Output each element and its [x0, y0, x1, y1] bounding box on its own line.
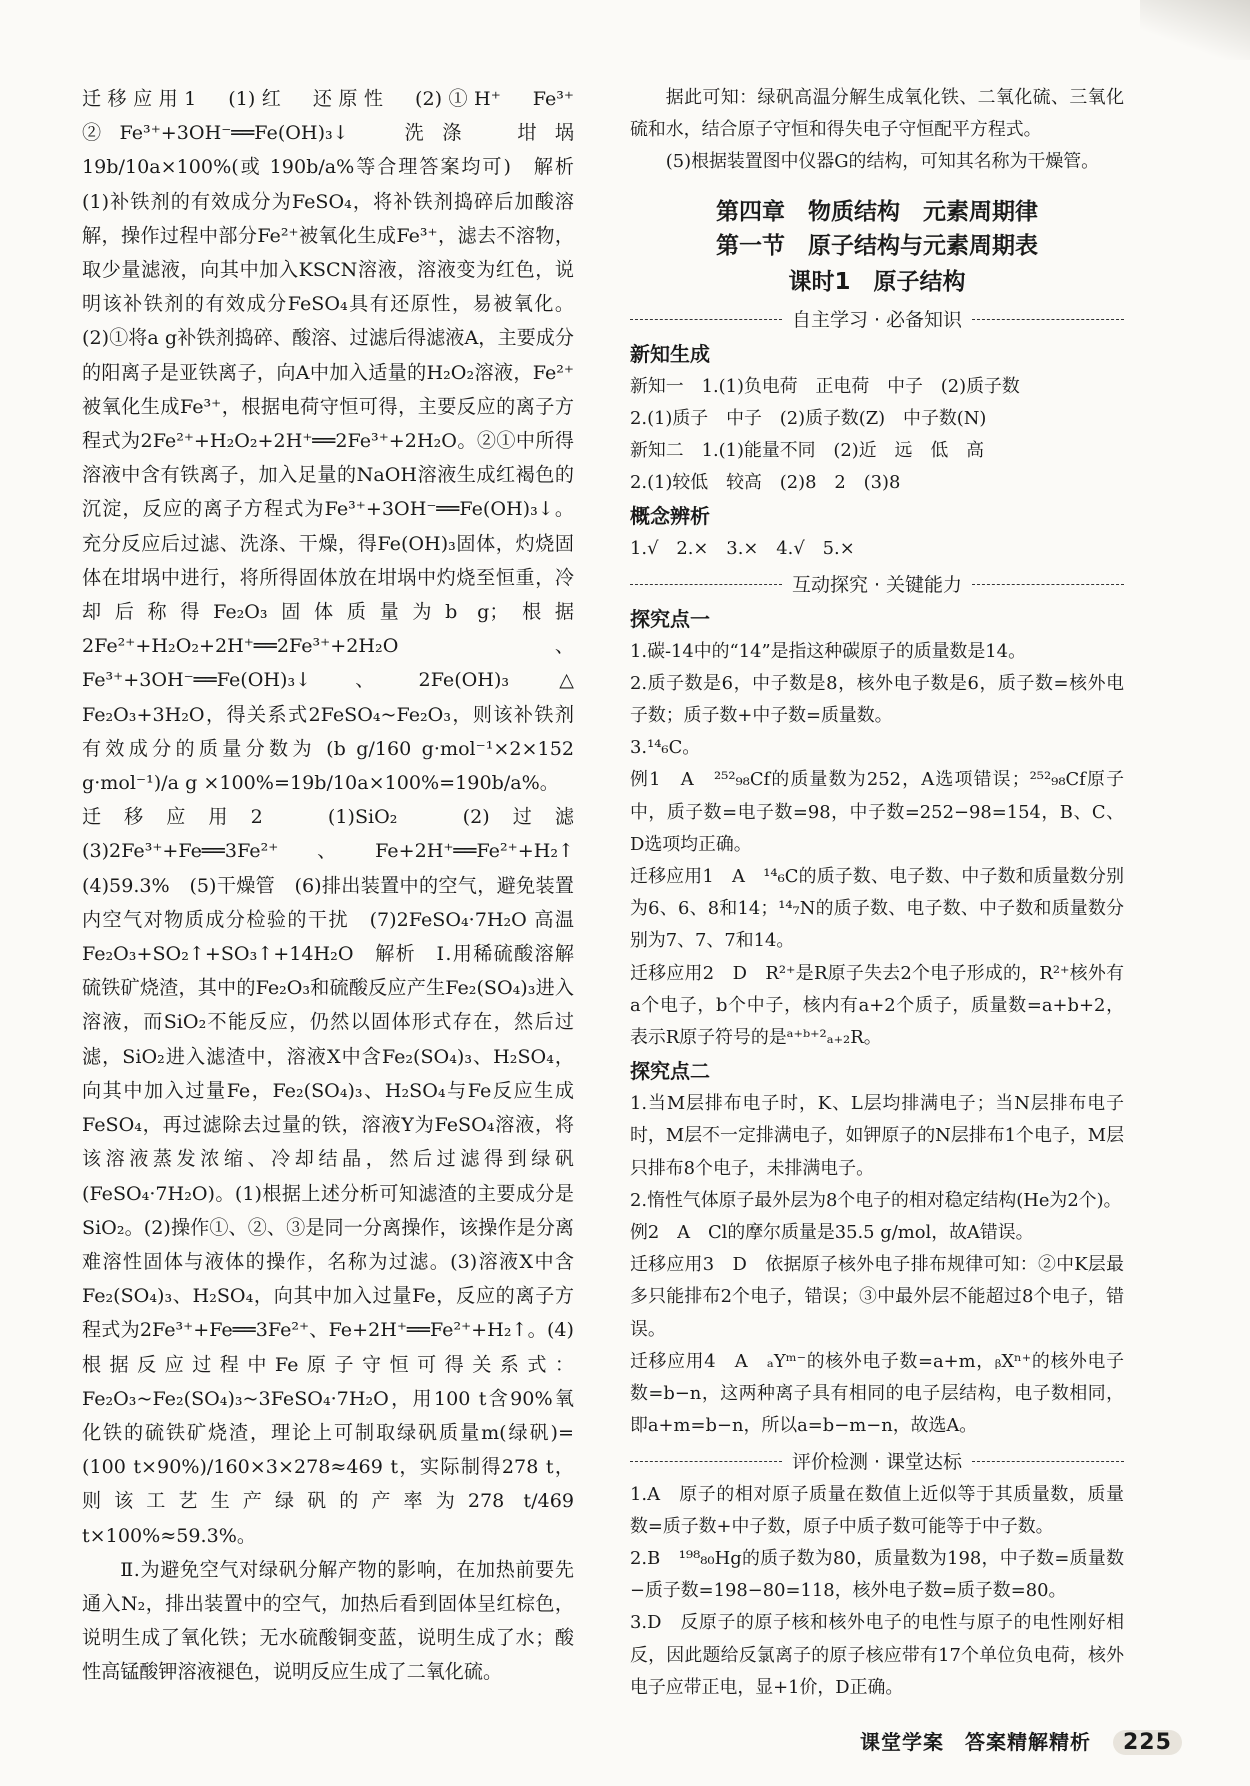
dash-right	[972, 1461, 1124, 1462]
banner-assessment	[630, 1447, 1124, 1477]
p2-line-6: 迁移应用2 D R²⁺是R原子失去2个电子形成的，R²⁺核外有a个电子，b个中子，核内有a+2个质子，质量数=a+b+2，表示R原子符号的是ᵃ⁺ᵇ⁺²ₐ₊₂R。	[630, 962, 1124, 1049]
subheading-concept-check: 概念辨析	[630, 504, 710, 529]
banner-interactive	[630, 570, 1124, 600]
banner-self-study	[630, 305, 1124, 335]
p2-line-3: 3.¹⁴₆C。	[630, 737, 701, 759]
subheading-new-knowledge: 新知生成	[630, 341, 710, 366]
banner-label: 自主学习 · 必备知识	[791, 308, 963, 331]
p1-line-3: 新知二 1.(1)能量不同 (2)近 远 低 高	[630, 440, 985, 462]
p1-line-2: 2.(1)质子 中子 (2)质子数(Z) 中子数(N)	[630, 407, 987, 429]
p3-line-3: 3.D 反原子的原子核和核外电子的电性与原子的电性刚好相反，因此题给反氯离子的原子核应带有17个单位负电荷，核外电子应带正电，显+1价，D正确。	[630, 1612, 1124, 1698]
p3-line-1: 1.A 原子的相对原子质量在数值上近似等于其质量数，质量数=质子数+中子数，原子中质子数可能等于中子数。	[630, 1483, 1124, 1537]
dash-left	[630, 1461, 782, 1462]
p2-line-9: 例2 A Cl的摩尔质量是35.5 g/mol，故A错误。	[630, 1222, 1034, 1244]
continuation-para-1: 据此可知：绿矾高温分解生成氧化铁、二氧化硫、三氧化硫和水，结合原子守恒和得失电子守恒配平方程式。	[630, 87, 1124, 141]
dash-left	[630, 319, 782, 320]
p2-line-8: 2.惰性气体原子最外层为8个电子的相对稳定结构(He为2个)。	[630, 1189, 1122, 1211]
p2-line-4: 例1 A ²⁵²₉₈Cf的质量数为252，A选项错误；²⁵²₉₈Cf原子中，质子数=电子数=98，中子数=252−98=154，B、C、D选项均正确。	[630, 769, 1124, 855]
banner-label: 评价检测 · 课堂达标	[791, 1450, 963, 1473]
p2-line-2: 2.质子数是6，中子数是8，核外电子数是6，质子数=核外电子数；质子数+中子数=质量数。	[630, 672, 1124, 727]
chapter-title: 第四章 物质结构 元素周期律	[716, 198, 1038, 225]
page-number: 225	[1113, 1730, 1182, 1755]
lesson-title: 课时1 原子结构	[788, 268, 966, 295]
p2-line-7: 1.当M层排布电子时，K、L层均排满电子；当N层排布电子时，M层不一定排满电子，如钾原子的N层排布1个电子，M层只排布8个电子，未排满电子。	[630, 1093, 1124, 1179]
p2-line-11: 迁移应用4 A ₐYᵐ⁻的核外电子数=a+m，ᵦXⁿ⁺的核外电子数=b−n，这两种离子具有相同的电子层结构，电子数相同，即a+m=b−n，所以a=b−m−n，故选A。	[630, 1350, 1124, 1437]
page-footer	[860, 1726, 1182, 1755]
dash-right	[972, 584, 1124, 585]
p2-line-1: 1.碳-14中的“14”是指这种碳原子的质量数是14。	[630, 640, 1026, 662]
continuation-para-2: (5)根据装置图中仪器G的结构，可知其名称为干燥管。	[665, 151, 1100, 173]
answer-block-2: 迁移应用2 (1)SiO₂ (2)过滤 (3)2Fe³⁺+Fe══3Fe²⁺、Fe+2H⁺══Fe²⁺+H₂↑ (4)59.3% (5)干燥管 (6)排出装置中的空气，避免装置内空气对物质成分检验的干扰 (7)2FeSO₄·7H₂O 高温 Fe₂O₃+SO₂↑+SO₃↑+14H₂O 解析 Ⅰ.用稀硫酸溶解硫铁矿烧渣，其中的Fe₂O₃和硫酸反应产生Fe₂(SO₄)₃进入溶液，而SiO₂不能反应，仍然以固体形式存在，然后过滤，SiO₂进入滤渣中，溶液X中含Fe₂(SO₄)₃、H₂SO₄，向其中加入过量Fe，Fe₂(SO₄)₃、H₂SO₄与Fe反应生成FeSO₄，再过滤除去过量的铁，溶液Y为FeSO₄溶液，将该溶液蒸发浓缩、冷却结晶，然后过滤得到绿矾(FeSO₄·7H₂O)。(1)根据上述分析可知滤渣的主要成分是SiO₂。(2)操作①、②、③是同一分离操作，该操作是分离难溶性固体与液体的操作，名称为过滤。(3)溶液X中含Fe₂(SO₄)₃、H₂SO₄，向其中加入过量Fe，反应的离子方程式为2Fe³⁺+Fe══3Fe²⁺、Fe+2H⁺══Fe²⁺+H₂↑。(4)根据反应过程中Fe原子守恒可得关系式：Fe₂O₃~Fe₂(SO₄)₃~3FeSO₄·7H₂O，用100 t含90%氧化铁的硫铁矿烧渣，理论上可制取绿矾质量m(绿矾)=(100 t×90%)/160×3×278≈469 t，实际制得278 t，则该工艺生产绿矾的产率为278 t/469 t×100%≈59.3%。	[82, 805, 594, 1547]
page-curl	[1140, 0, 1250, 60]
subheading-explore-2: 探究点二	[630, 1059, 710, 1084]
p3-line-2: 2.B ¹⁹⁸₈₀Hg的质子数为80，质量数为198，中子数=质量数−质子数=198−80=118，核外电子数=质子数=80。	[630, 1547, 1124, 1602]
subheading-explore-1: 探究点一	[630, 606, 710, 631]
p1-line-5: 1.√ 2.× 3.× 4.√ 5.×	[630, 538, 855, 560]
p1-line-4: 2.(1)较低 较高 (2)8 2 (3)8	[630, 472, 901, 494]
right-column	[630, 82, 1124, 1704]
p1-line-1: 新知一 1.(1)负电荷 正电荷 中子 (2)质子数	[630, 375, 1020, 397]
p2-line-5: 迁移应用1 A ¹⁴₆C的质子数、电子数、中子数和质量数分别为6、6、8和14；¹⁴₇N的质子数、电子数、中子数和质量数分别为7、7、7和14。	[630, 866, 1124, 952]
left-column	[82, 82, 594, 1690]
banner-label: 互动探究 · 关键能力	[791, 573, 963, 596]
p2-line-10: 迁移应用3 D 依据原子核外电子排布规律可知：②中K层最多只能排布2个电子，错误；③中最外层不能超过8个电子，错误。	[630, 1254, 1124, 1340]
section-title: 第一节 原子结构与元素周期表	[716, 232, 1038, 259]
dash-left	[630, 584, 782, 585]
answer-block-1: 迁移应用1 (1)红 还原性 (2)①H⁺ Fe³⁺ ②Fe³⁺+3OH⁻══Fe(OH)₃↓ 洗涤 坩埚 19b/10a×100%(或 190b/a%等合理答案均可) 解析 (1)补铁剂的有效成分为FeSO₄，将补铁剂捣碎后加酸溶解，操作过程中部分Fe²⁺被氧化生成Fe³⁺，滤去不溶物，取少量滤液，向其中加入KSCN溶液，溶液变为红色，说明该补铁剂的有效成分FeSO₄具有还原性，易被氧化。(2)①将a g补铁剂捣碎、酸溶、过滤后得滤液A，主要成分的阳离子是亚铁离子，向A中加入适量的H₂O₂溶液，Fe²⁺被氧化生成Fe³⁺，根据电荷守恒可得，主要反应的离子方程式为2Fe²⁺+H₂O₂+2H⁺══2Fe³⁺+2H₂O。②①中所得溶液中含有铁离子，加入足量的NaOH溶液生成红褐色的沉淀，反应的离子方程式为Fe³⁺+3OH⁻══Fe(OH)₃↓。充分反应后过滤、洗涤、干燥，得Fe(OH)₃固体，灼烧固体在坩埚中进行，将所得固体放在坩埚中灼烧至恒重，冷却后称得Fe₂O₃固体质量为b g；根据2Fe²⁺+H₂O₂+2H⁺══2Fe³⁺+2H₂O、Fe³⁺+3OH⁻══Fe(OH)₃↓、2Fe(OH)₃ △ Fe₂O₃+3H₂O，得关系式2FeSO₄~Fe₂O₃，则该补铁剂有效成分的质量分数为 (b g/160 g·mol⁻¹×2×152 g·mol⁻¹)/a g ×100%=19b/10a×100%=190b/a%。	[82, 87, 594, 795]
dash-right	[972, 319, 1124, 320]
footer-title: 课堂学案 答案精解精析	[860, 1730, 1091, 1754]
answer-block-3: Ⅱ.为避免空气对绿矾分解产物的影响，在加热前要先通入N₂，排出装置中的空气，加热后看到固体呈红棕色，说明生成了氧化铁；无水硫酸铜变蓝，说明生成了水；酸性高锰酸钾溶液褪色，说明反应生成了二氧化硫。	[82, 1557, 574, 1684]
